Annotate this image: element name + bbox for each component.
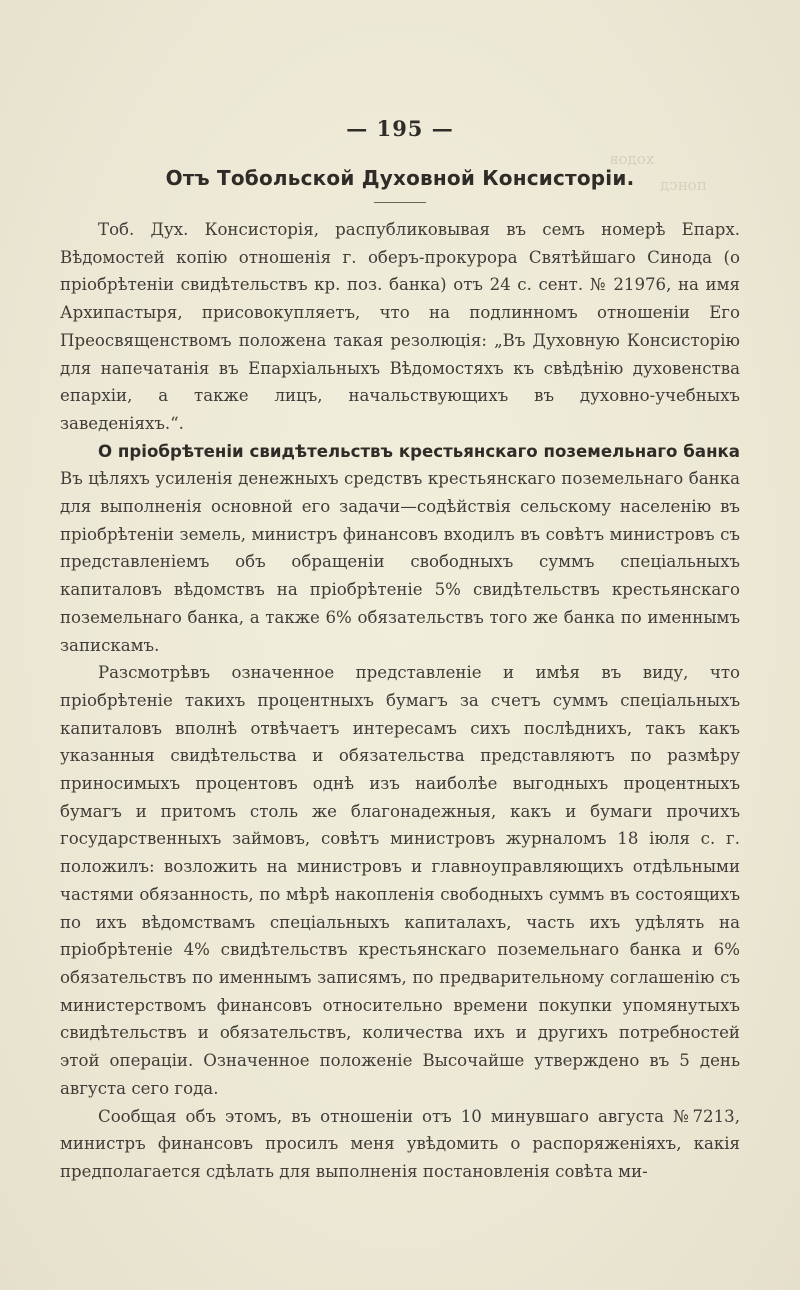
bleed-through-texture: ходов xyxy=(610,150,655,168)
section-paragraph-1-text: Въ цѣляхъ усиленія денежныхъ средствъ крестьянскаго поземельнаго банка для выполненія основной его задачи—содѣйствія сельскому населенію въ пріобрѣтеніи земель, министръ финансовъ входилъ въ совѣтъ министровъ съ представленіемъ объ обращеніи свободныхъ суммъ спеціальныхъ капиталовъ вѣдомствъ на пріобрѣтеніе 5% свидѣтельствъ крестьянскаго поземельнаго банка, а также 6% обязательствъ того же банка по именнымъ запискамъ. xyxy=(60,469,740,655)
intro-paragraph: Тоб. Дух. Консисторія, распубликовывая въ семъ номерѣ Епарх. Вѣдомостей копію отношенія г. оберъ-прокурора Святѣйшаго Синода (о пріобрѣтеніи свидѣтельствъ кр. поз. банка) отъ 24 с. сент. № 21976, на имя Архипастыря, присовокупляетъ, что на подлинномъ отношеніи Его Преосвященствомъ положена такая резолюція: „Въ Духовную Консисторію для напечатанія въ Епархіальныхъ Вѣдомостяхъ къ свѣдѣнію духовенства епархіи, а также лицъ, начальствующихъ въ духовно-учебныхъ заведеніяхъ.“. xyxy=(60,220,740,433)
bleed-through-texture: понсд xyxy=(660,176,707,194)
section-paragraph-2: Разсмотрѣвъ означенное представленіе и имѣя въ виду, что пріобрѣтеніе такихъ процентныхъ бумагъ за счетъ суммъ спеціальныхъ капиталовъ вполнѣ отвѣчаетъ интересамъ сихъ послѣднихъ, такъ какъ указанныя свидѣтельства и обязательства представляютъ по размѣру приносимыхъ процентовъ однѣ изъ наиболѣе выгодныхъ процентныхъ бумагъ и притомъ столь же благонадежныя, какъ и бумаги прочихъ государственныхъ займовъ, совѣтъ министровъ журналомъ 18 іюля с. г. положилъ: возложить на министровъ и главноуправляющихъ отдѣльными частями обязанность, по мѣрѣ накопленія свободныхъ суммъ въ состоящихъ по ихъ вѣдомствамъ спеціальныхъ капиталахъ, часть ихъ удѣлять на пріобрѣтеніе 4% свидѣтельствъ крестьянскаго поземельнаго банка и 6% обязательствъ по именнымъ записямъ, по предварительному соглашенію съ министерствомъ финансовъ относительно времени покупки упомянутыхъ свидѣтельствъ и обязательствъ, количества ихъ и другихъ потребностей этой операціи. Означенное положеніе Высочайше утверждено въ 5 день августа сего года. xyxy=(60,663,740,1098)
page-number: — 195 — xyxy=(346,116,454,141)
section-title: О пріобрѣтеніи свидѣтельствъ крестьянскаго поземельнаго банка xyxy=(98,441,740,461)
header-divider xyxy=(374,202,426,203)
section-header: Отъ Тобольской Духовной Консисторіи. xyxy=(165,166,635,190)
section-paragraph-1 xyxy=(60,438,740,660)
section-paragraph-3: Сообщая объ этомъ, въ отношеніи отъ 10 минувшаго августа №7213, министръ финансовъ просилъ меня увѣдомить о распоряженіяхъ, какія предполагается сдѣлать для выполненія постановленія совѣта ми- xyxy=(60,1106,740,1181)
document-body xyxy=(60,216,740,1186)
